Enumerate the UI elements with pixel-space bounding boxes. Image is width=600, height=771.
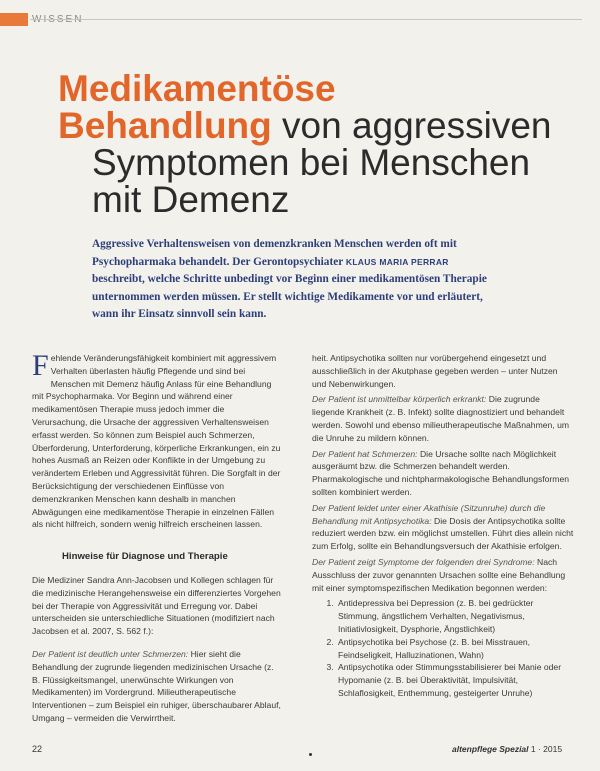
section-color-bar [0, 13, 28, 26]
title-line-4: mit Demenz [92, 179, 290, 220]
intro-text-2: beschreibt, welche Schritte unbedingt vor Beginn einer medikamentösen Therapie unternommen werden müssen. Er stellt wichtige Medikamente vor und erläutert, wann ihr Einsatz sinnvoll sein kann. [92, 273, 487, 320]
case-text: Nach Ausschluss der zuvor genannten Ursachen sollte eine Behandlung mit einer symptomspezifischen Medikation begonnen werden: [312, 556, 566, 593]
left-column [32, 349, 282, 725]
case-text: Die zugrunde liegende Krankheit (z. B. Infekt) sollte diagnostiziert und behandelt werden. Sowohl und ebenso milieutherapeutische Maßnahmen, um die Unruhe zu mildern können. [312, 394, 570, 443]
drop-cap: F [32, 349, 49, 382]
article-title [58, 70, 588, 218]
footer-dot [309, 753, 312, 756]
case-paragraph [32, 648, 282, 725]
title-accent-word-1: Medikamentöse [58, 68, 336, 109]
case-text: Die Ursache sollte nach Möglichkeit ausgeräumt bzw. die Schmerzen behandelt werden. Pharmakologische und nichtpharmakologische Behandlungsformen sollten kombiniert werden. [312, 448, 570, 497]
list-item: 1. Antidepressiva bei Depression (z. B. bei gedrückter Stimmung, ängstlichem Verhalten, Negativismus, Initiativlosigkeit, Dysphorie, Ängstlichkeit) [336, 597, 574, 635]
lead-paragraph [32, 349, 282, 531]
journal-name: altenpflege Spezial [452, 744, 529, 754]
case-label: Der Patient ist unmittelbar körperlich erkrankt: [312, 394, 487, 405]
case-paragraph [312, 448, 574, 499]
intro-text-1: Aggressive Verhaltensweisen von demenzkranken Menschen werden oft mit Psychopharmaka behandelt. Der Gerontopsychiater [92, 238, 457, 268]
medication-list [312, 597, 574, 699]
journal-issue: 1 · 2015 [530, 744, 563, 754]
case-text: Hier sieht die Behandlung der zugrunde liegenden medizinischen Ursache (z. B. Flüssigkeitsmangel, unerwünschte Wirkungen von Medikamenten) im Vordergrund. Milieutherapeutische Interventionen – zum Beispiel ein ruhiger, überschaubarer Ablauf, Umgang – vermeiden die Verwirrtheit. [32, 648, 281, 723]
title-accent-word-2: Behandlung [58, 105, 272, 146]
journal-footer [452, 744, 562, 754]
case-label: Der Patient zeigt Symptome der folgenden drei Syndrome: [312, 556, 535, 567]
right-column [312, 352, 574, 700]
case-paragraph [312, 556, 574, 594]
lead-paragraph-text: ehlende Veränderungsfähigkeit kombiniert mit aggressivem Verhalten überlasten häufig Pflegende und sind bei Menschen mit Demenz häufig Anlass für eine Behandlung mit Psychopharmaka. Vor Beginn und während einer medikamentösen Therapie muss jedoch immer die Verursachung, die Ursache der aggressiven Verhaltensweisen erfasst werden. So können zum Beispiel auch Schmerzen, Überforderung, Unterforderung, körperliche Erkrankungen, ein zu hohes Ausmaß an Reizen oder Konflikte in der Umgebung zu verändertem Erleben und Aggressivität führen. Die Sorgfalt in der Berücksichtigung der verschiedenen Einflüsse von demenzkranken Menschen kann deshalb in manchen Abwägungen eine medikamentöse Therapie in einzelnen Fällen als nicht hilfreich, sondern wenig hilfreich erscheinen lassen. [32, 353, 281, 530]
case-label: Der Patient hat Schmerzen: [312, 448, 418, 459]
author-name: KLAUS MARIA PERRAR [345, 256, 449, 267]
body-paragraph: heit. Antipsychotika sollten nur vorübergehend eingesetzt und ausschließlich in der Akutphase gegeben werden – unter Nutzen und Nebenwirkungen. [312, 353, 558, 389]
case-label: Der Patient leidet unter einer Akathisie (Sitzunruhe) durch die Behandlung mit Antipsychotika: [312, 502, 546, 526]
case-paragraph [312, 393, 574, 444]
body-paragraph: Die Mediziner Sandra Ann-Jacobsen und Kollegen schlagen für die medizinische Herangehensweise ein differenziertes Vorgehen bei der Therapie von Aggressivität und Erregung vor. Dabei unterscheiden sie unterschiedliche Situationen (modifiziert nach Jacobsen et al. 2007, S. 562 f.): [32, 574, 281, 637]
page-number: 22 [32, 744, 43, 754]
header-rule [30, 19, 582, 20]
case-label: Der Patient ist deutlich unter Schmerzen: [32, 648, 191, 659]
case-text: Die Dosis der Antipsychotika sollte reduziert werden bzw. ein möglichst umstellen. Führt dies allein nicht zum Erfolg, sollte ein Behandlungsversuch der Akathisie erfolgen. [312, 515, 574, 552]
list-item: 2. Antipsychotika bei Psychose (z. B. bei Misstrauen, Feindseligkeit, Halluzinationen, Wahn) [336, 636, 574, 662]
title-line-2-rest: von aggressiven [271, 105, 552, 146]
title-line-3: Symptomen bei Menschen [92, 142, 531, 183]
subheading: Hinweise für Diagnose und Therapie [62, 551, 228, 563]
case-paragraph [312, 502, 574, 553]
list-item: 3. Antipsychotika oder Stimmungsstabilisierer bei Manie oder Hypomanie (z. B. bei Überaktivität, Impulsivität, Schlaflosigkeit, Enthemmung, gesteigerter Unruhe) [336, 661, 574, 699]
section-label: WISSEN [32, 13, 84, 25]
article-intro [92, 236, 492, 324]
